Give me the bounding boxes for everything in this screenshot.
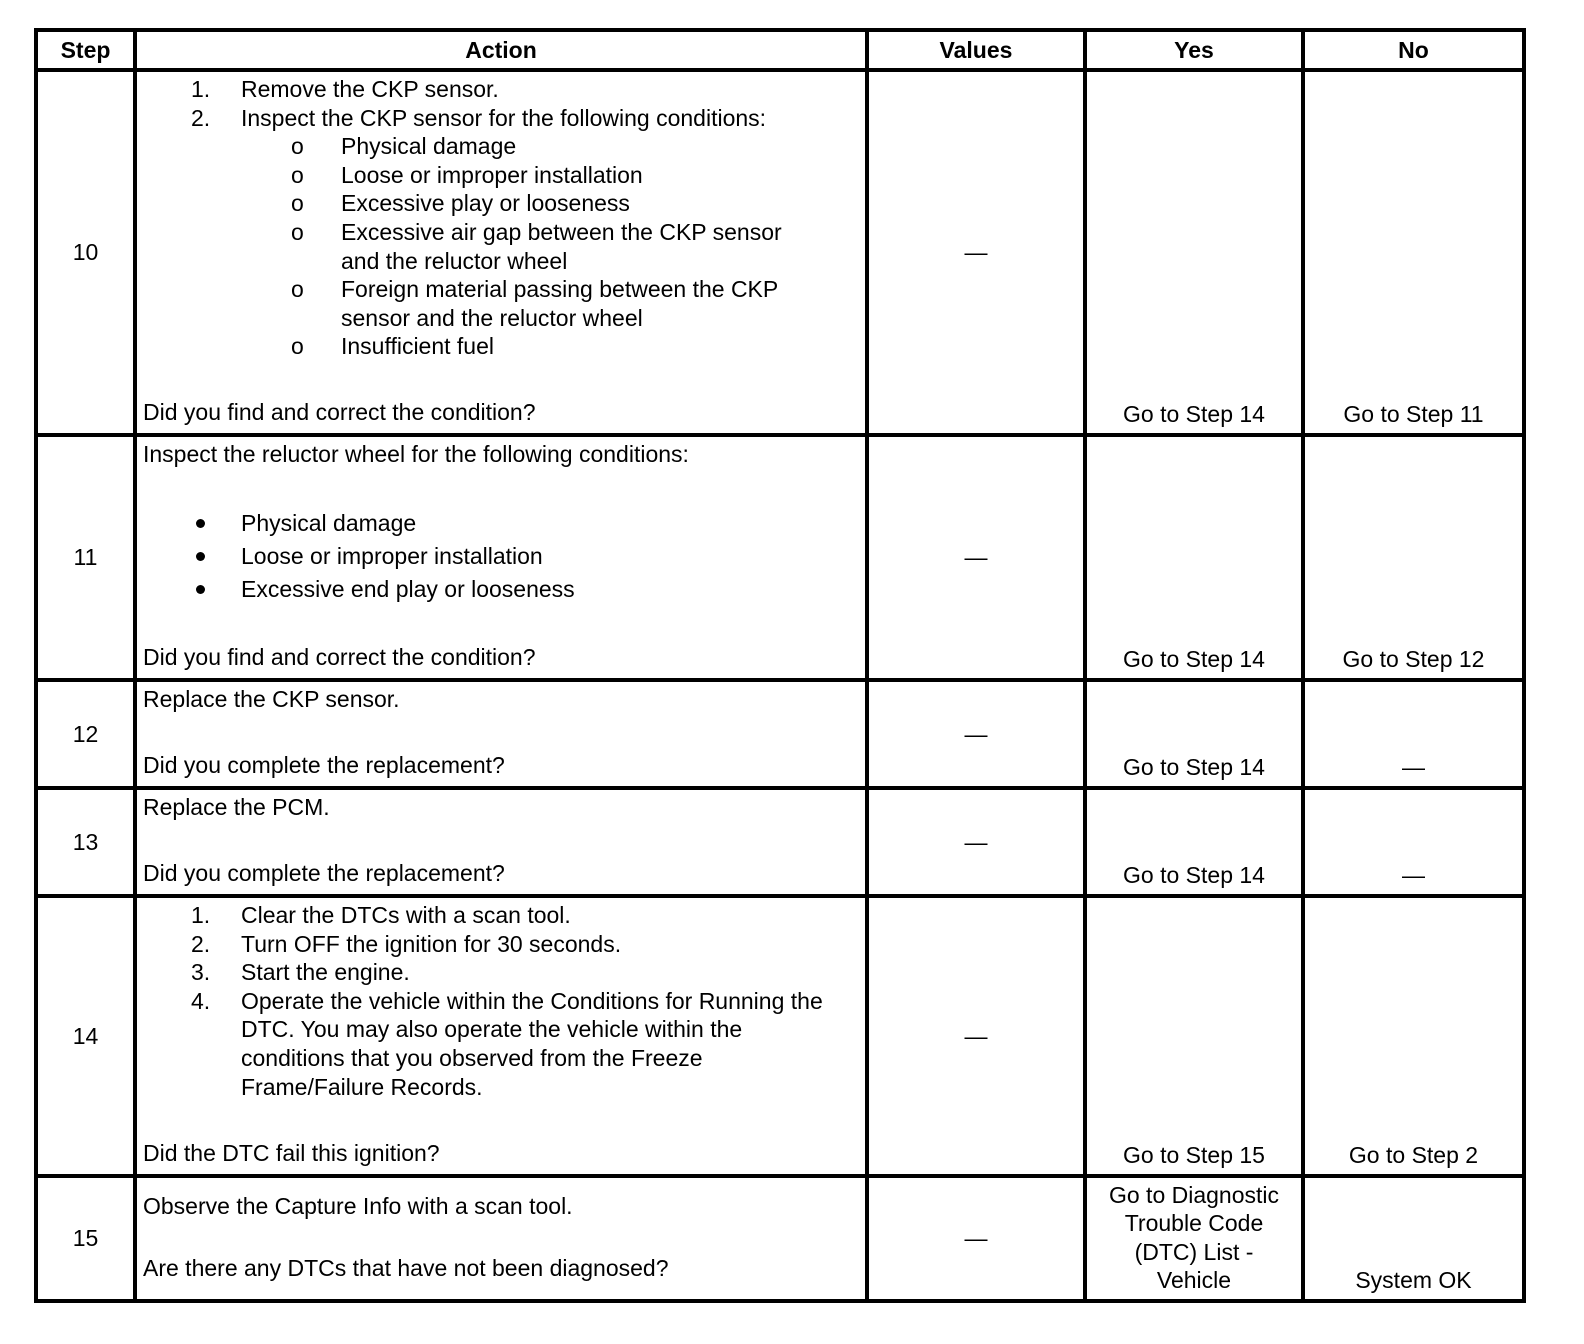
no-cell: System OK	[1303, 1176, 1524, 1301]
list-item: 4. Operate the vehicle within the Conditions for Running the DTC. You may also operate the vehicle within the conditions that you observed from the Freeze Frame/Failure Records.	[191, 987, 823, 1100]
step-number: 10	[36, 70, 135, 435]
list-item: Physical damage	[143, 507, 859, 540]
no-cell: —	[1303, 788, 1524, 896]
action-intro: Replace the PCM.	[143, 794, 330, 820]
action-intro: Observe the Capture Info with a scan tool.	[143, 1193, 573, 1219]
table-row	[36, 435, 1524, 680]
header-action: Action	[135, 30, 867, 70]
yes-cell: Go to Step 14	[1085, 788, 1303, 896]
bullet-dot	[196, 519, 205, 528]
no-cell: —	[1303, 680, 1524, 788]
header-row	[36, 30, 1524, 70]
values-cell: —	[867, 435, 1085, 680]
list-item: 3. Start the engine.	[191, 959, 410, 986]
yes-cell: Go to Step 14	[1085, 435, 1303, 680]
action-question: Did you complete the replacement?	[143, 860, 505, 887]
action-cell	[135, 788, 867, 896]
bullet-dot	[196, 585, 205, 594]
values-cell: —	[867, 788, 1085, 896]
step-number: 14	[36, 896, 135, 1176]
header-yes: Yes	[1085, 30, 1303, 70]
action-intro: Replace the CKP sensor.	[143, 686, 400, 712]
list-item: o Physical damage	[291, 133, 517, 160]
list-item: o Insufficient fuel	[291, 333, 495, 360]
numbered-steps	[143, 75, 859, 361]
table-row	[36, 680, 1524, 788]
list-item: 1. Remove the CKP sensor.	[191, 76, 499, 102]
condition-sublist	[241, 132, 859, 361]
action-cell	[135, 435, 867, 680]
action-question: Did you complete the replacement?	[143, 752, 505, 779]
values-cell: —	[867, 70, 1085, 435]
list-item: 1. Clear the DTCs with a scan tool.	[191, 902, 571, 928]
action-question: Did you find and correct the condition?	[143, 644, 536, 671]
list-item: 2. Inspect the CKP sensor for the following conditions: o Physical damage o Loose or improper installation o Excessive play or looseness o Excessive air gap between the CKP sensor and the reluctor wheel o Foreign material passing between the CKP sensor and the reluctor wheel o Insufficient fuel	[143, 104, 859, 361]
action-cell	[135, 1176, 867, 1301]
no-cell: Go to Step 2	[1303, 896, 1524, 1176]
diagnostic-table	[34, 28, 1526, 1303]
yes-cell: Go to Step 14	[1085, 70, 1303, 435]
table-row	[36, 788, 1524, 896]
no-cell: Go to Step 11	[1303, 70, 1524, 435]
action-question: Are there any DTCs that have not been diagnosed?	[143, 1255, 669, 1282]
step-number: 15	[36, 1176, 135, 1301]
yes-cell: Go to Diagnostic Trouble Code (DTC) List - Vehicle	[1085, 1176, 1303, 1301]
table-row	[36, 1176, 1524, 1301]
step-number: 13	[36, 788, 135, 896]
list-item: o Excessive air gap between the CKP sensor and the reluctor wheel	[291, 218, 782, 274]
list-item: Excessive end play or looseness	[143, 573, 859, 606]
list-item: o Foreign material passing between the CKP sensor and the reluctor wheel	[291, 276, 778, 331]
step-number: 11	[36, 435, 135, 680]
numbered-steps	[143, 901, 835, 1101]
values-cell: —	[867, 896, 1085, 1176]
table-row	[36, 70, 1524, 435]
action-question: Did the DTC fail this ignition?	[143, 1140, 440, 1167]
yes-cell: Go to Step 15	[1085, 896, 1303, 1176]
values-cell: —	[867, 1176, 1085, 1301]
table-row	[36, 896, 1524, 1176]
list-item: o Loose or improper installation	[291, 161, 643, 188]
header-step: Step	[36, 30, 135, 70]
action-cell	[135, 680, 867, 788]
list-item: Loose or improper installation	[143, 540, 859, 573]
header-values: Values	[867, 30, 1085, 70]
action-cell	[135, 70, 867, 435]
action-question: Did you find and correct the condition?	[143, 399, 536, 426]
condition-list	[143, 507, 859, 606]
no-cell: Go to Step 12	[1303, 435, 1524, 680]
bullet-dot	[196, 552, 205, 561]
yes-cell: Go to Step 14	[1085, 680, 1303, 788]
action-cell	[135, 896, 867, 1176]
list-item: 2. Turn OFF the ignition for 30 seconds.	[191, 930, 622, 957]
values-cell: —	[867, 680, 1085, 788]
action-intro: Inspect the reluctor wheel for the following conditions:	[143, 441, 689, 467]
header-no: No	[1303, 30, 1524, 70]
step-number: 12	[36, 680, 135, 788]
list-item: o Excessive play or looseness	[291, 190, 630, 217]
